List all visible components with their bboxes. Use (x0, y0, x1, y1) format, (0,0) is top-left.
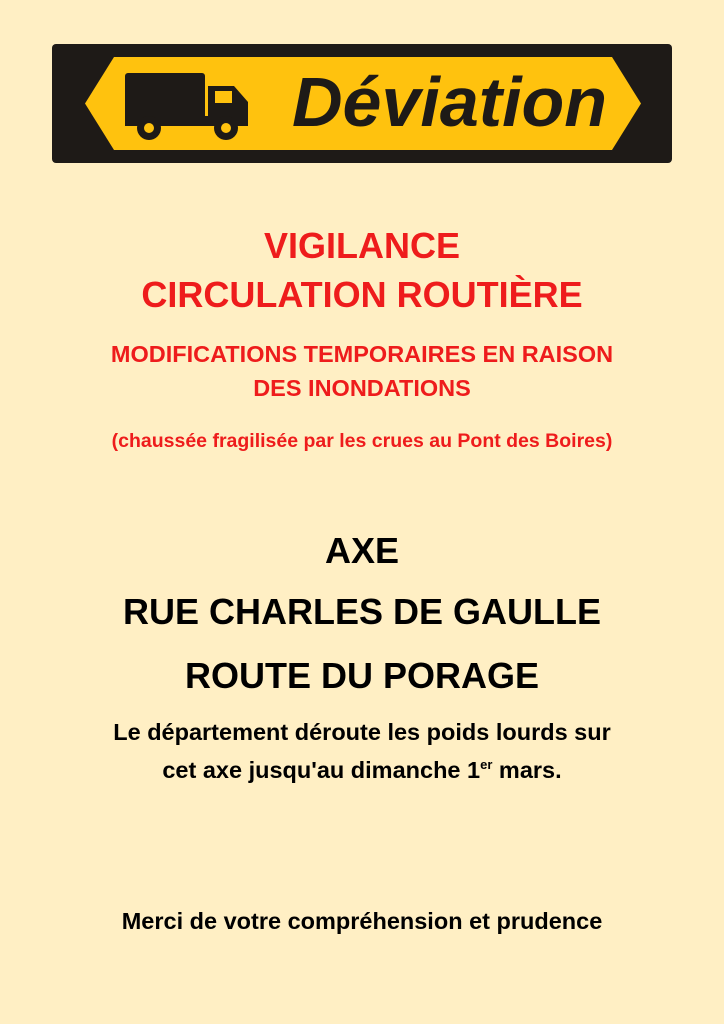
deviation-sign (52, 44, 672, 163)
message-line-2 (0, 754, 724, 786)
message-line-2-end: mars. (492, 757, 562, 783)
axis-title: AXE (324, 530, 400, 571)
road-name-1: RUE CHARLES DE GAULLE (122, 591, 602, 632)
traffic-heading: CIRCULATION ROUTIÈRE (141, 274, 583, 315)
modifications-line-2: DES INONDATIONS (253, 375, 471, 401)
vigilance-heading: VIGILANCE (263, 225, 460, 266)
message-line-1: Le département déroute les poids lourds sur (113, 719, 611, 745)
message-line-2-start: cet axe jusqu'au dimanche 1 (162, 757, 481, 783)
ordinal-suffix: er (480, 757, 493, 772)
road-name-2: ROUTE DU PORAGE (184, 655, 540, 696)
cause-note: (chaussée fragilisée par les crues au Pont des Boires) (111, 430, 613, 452)
thanks-footer: Merci de votre compréhension et prudence (121, 908, 603, 934)
sign-label: Déviation (292, 63, 608, 141)
modifications-line-1: MODIFICATIONS TEMPORAIRES EN RAISON (110, 341, 614, 367)
